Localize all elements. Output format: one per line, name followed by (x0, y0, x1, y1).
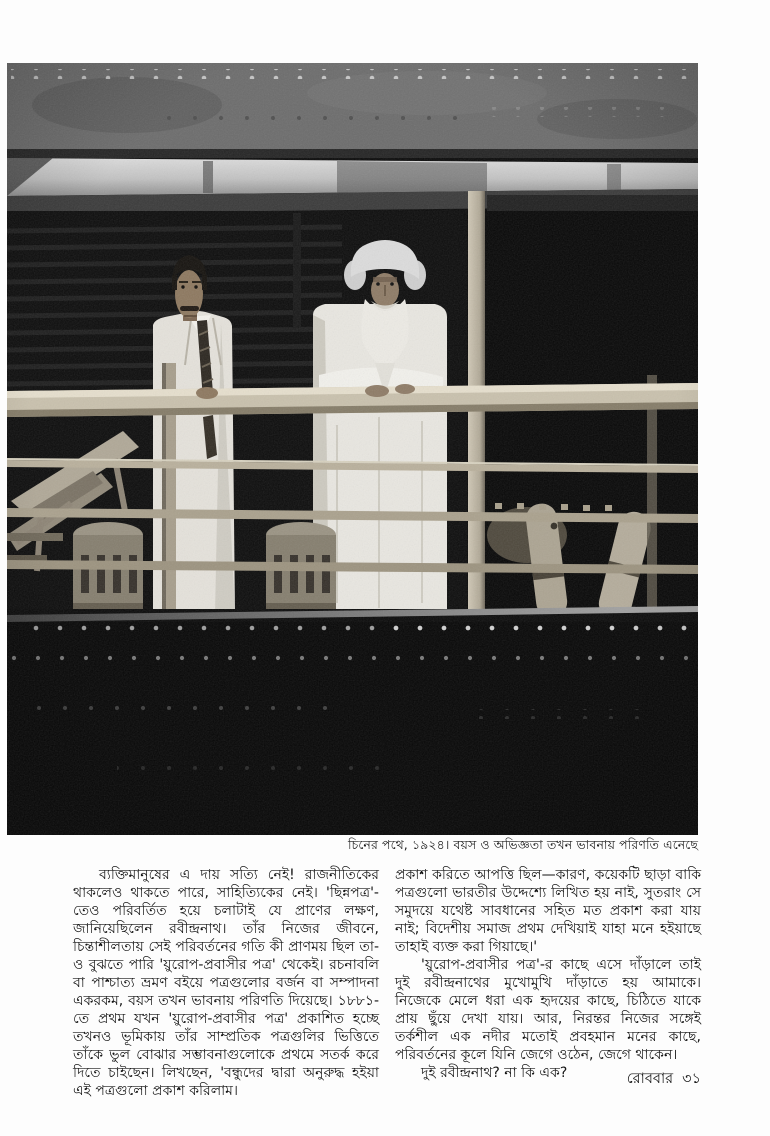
article-paragraph: 'য়ুরোপ-প্রবাসীর পত্র'-র কাছে এসে দাঁড়ালে তাই দুই রবীন্দ্রনাথের মুখোমুখি দাঁড়াতে হয় আমাকে। নিজেকে মেলে ধরা এক হৃদয়ের কাছে, চিঠিতে যাকে প্রায় ছুঁয়ে দেখা যায়। আর, নিরন্তর নিজের সঙ্গেই তর্কশীল এক নদীর মতোই প্রবহমান মনের কাছে, পরিবর্তনের কূলে যিনি জেগে ওঠেন, জেগে থাকেন। (395, 957, 701, 1063)
article-paragraph: দুই রবীন্দ্রনাথ? না কি এক? (421, 1065, 568, 1081)
ship-photo (7, 63, 698, 835)
photo-caption: চিনের পথে, ১৯২৪। বয়স ও অভিজ্ঞতা তখন ভাবনায় পরিণতি এনেছে (347, 837, 698, 852)
article-paragraph: প্রকাশ করিতে আপত্তি ছিল—কারণ, কয়েকটি ছাড়া বাকি পত্রগুলো ভারতীর উদ্দেশ্যে লিখিত হয় নাই, সুতরাং সে সমুদয়ে যথেষ্ট সাবধানের সহিত মত প্রকাশ করা যায় নাই; বিদেশীয় সমাজ প্রথম দেখিয়াই যাহা মনে হইয়াছে তাহাই ব্যক্ত করা গিয়াছে।' (395, 867, 701, 955)
page-number: ৩১ (682, 1071, 701, 1087)
ship-photo-graphic (7, 63, 698, 835)
article-column-left (73, 866, 379, 1100)
article-column-right (395, 866, 701, 1100)
article-body (73, 866, 701, 1100)
magazine-name: রোববার (626, 1071, 674, 1087)
page-footer (73, 1068, 701, 1092)
article-paragraph: ব্যক্তিমানুষের এ দায় সত্যি নেই! রাজনীতিকের থাকলেও থাকতে পারে, সাহিত্যিকের নেই। 'ছিন্নপত্র'-তেও পরিবর্তিত হয়ে চলাটাই যে প্রাণের লক্ষণ, জানিয়েছিলেন রবীন্দ্রনাথ। তাঁর নিজের জীবনে, চিন্তাশীলতায় সেই পরিবর্তনের গতি কী প্রাণময় ছিল তা-ও বুঝতে পারি 'য়ুরোপ-প্রবাসীর পত্র' থেকেই। রচনাবলি বা পাশ্চাত্য ভ্রমণ বইয়ে পত্রগুলোর বর্জন বা সম্পাদনা একরকম, বয়স তখন ভাবনায় পরিণতি দিয়েছে। ১৮৮১-তে প্রথম যখন 'য়ুরোপ-প্রবাসীর পত্র' প্রকাশিত হচ্ছে তখনও ভূমিকায় তাঁর সাম্প্রতিক পত্রগুলির ভিত্তিতে তাঁকে ভুল বোঝার সম্ভাবনাগুলোকে প্রথমে সতর্ক করে দিতে চাইছেন। লিখছেন, 'বন্ধুদের দ্বারা অনুরুদ্ধ হইয়া এই পত্রগুলো প্রকাশ করিলাম। (73, 867, 379, 1099)
